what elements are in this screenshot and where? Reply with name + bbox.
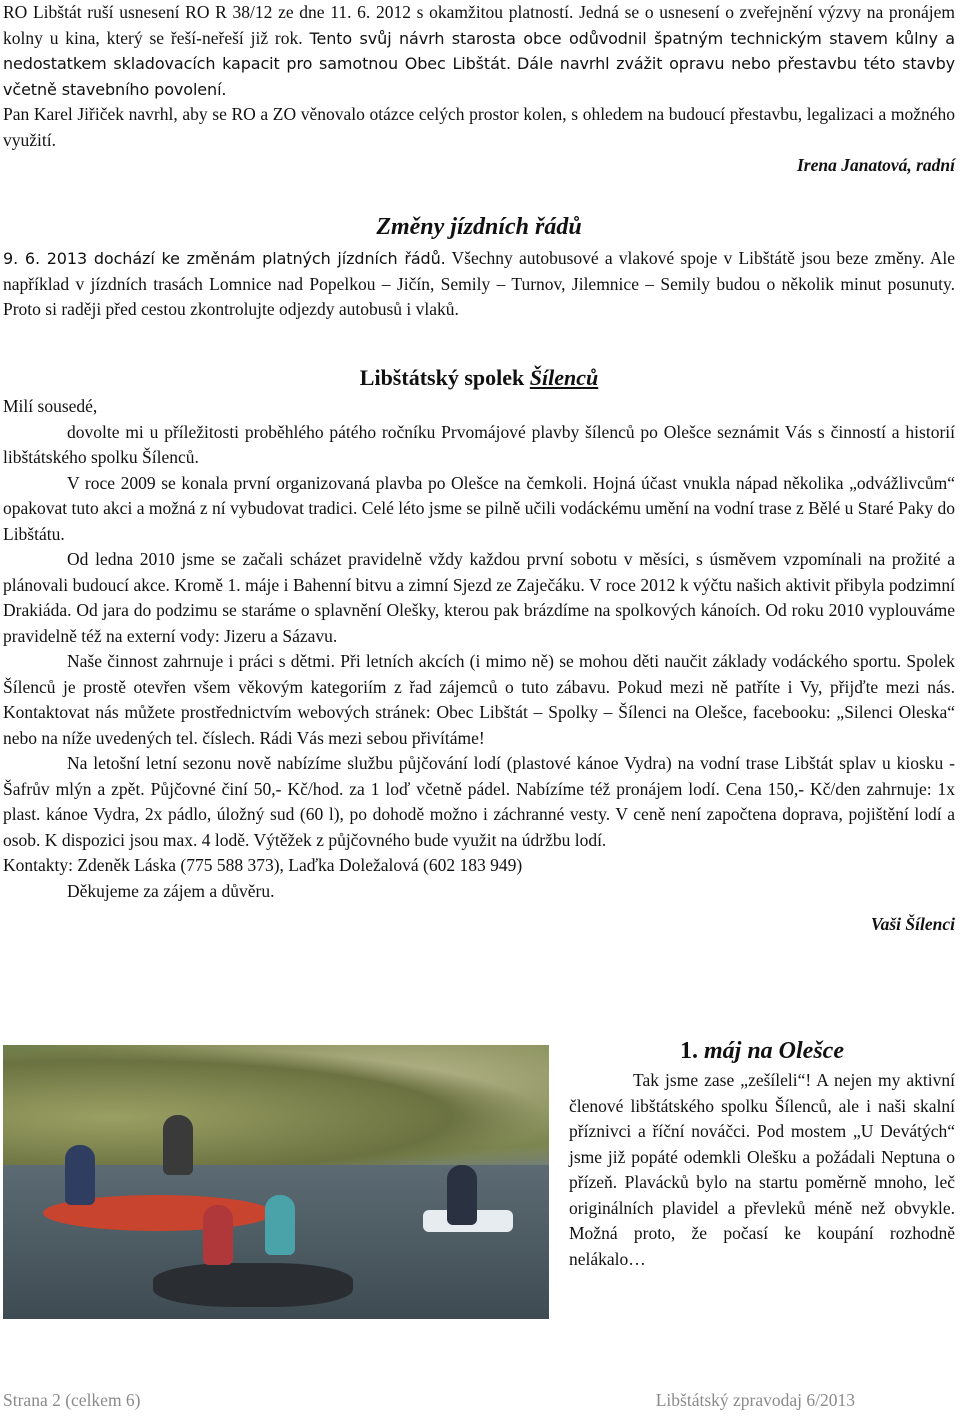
club-paragraph-4: Naše činnost zahrnuje i práci s dětmi. Při letních akcích (i mimo ně) se mohou děti naučit základy vodáckého sportu. Spolek Šílenců je prostě otevřen všem věkovým kategoriím z řad zájemců o tuto zábavu. Pokud mezi ně patříte i Vy, přijďte mezi nás. Kontaktovat nás můžete prostřednictvím webových stránek: Obec Libštát – Spolky – Šílenci na Olešce, facebooku: „Silenci Oleska“ nebo na níže uvedených tel. číslech. Rádi Vás mezi sebou přivítáme! <box>3 651 955 748</box>
canoe-photo <box>3 1045 549 1319</box>
photo-person <box>163 1115 193 1175</box>
section-council <box>3 0 955 179</box>
council-text-3: Dále navrhl zvážit opravu nebo přestavbu této stavby včetně stavebního povolení. <box>3 54 955 99</box>
section-may-day <box>569 1036 955 1272</box>
club-paragraph-5: Na letošní letní sezonu nově nabízíme službu půjčování lodí (plastové kánoe Vydra) na vodní trase Libštát splav u kiosku - Šafrův mlýn a zpět. Půjčovné činí 50,- Kč/hod. za 1 loď včetně pádel. Nabízíme též pronájem lodí. Cena 150,- Kč/den zahrnuje: 1x plast. kánoe Vydra, 2x pádlo, úložný sud (60 l), po dohodě možno i záchranné vesty. V ceně není započtena doprava, pojištění lodí a osob. K dispozici jsou max. 4 lodě. Výtěžek z půjčovného bude využit na údržbu lodí. <box>3 753 955 850</box>
photo-person <box>203 1205 233 1265</box>
footer-publication: Libštátský zpravodaj 6/2013 <box>655 1390 855 1410</box>
may-day-title <box>569 1036 955 1066</box>
section-club <box>3 364 955 938</box>
council-paragraph-2: Pan Karel Jiřiček navrhl, aby se RO a ZO věnovalo otázce celých prostor kolen, s ohledem na budoucí přestavbu, legalizaci a možného využití. <box>3 104 955 150</box>
timetable-title: Změny jízdních řádů <box>376 214 582 240</box>
club-title <box>3 364 955 392</box>
photo-person <box>65 1145 95 1205</box>
club-thanks: Děkujeme za zájem a důvěru. <box>67 880 275 901</box>
footer-page-number: Strana 2 (celkem 6) <box>3 1390 141 1410</box>
club-title-part2: spolek <box>464 365 525 390</box>
club-contacts: Kontakty: Zdeněk Láska (775 588 373), Laďka Doležalová (602 183 949) <box>3 855 523 875</box>
photo-person <box>447 1165 477 1225</box>
club-title-part1: Libštátský <box>359 365 459 390</box>
timetable-text-2: Všechny autobusové a vlakové spoje v Libštátě jsou beze změny. Ale například v jízdních trasách Lomnice nad Popelkou – Jičín, Semily – Turnov, Jilemnice – Semily budou o několik minut posunuty. Proto si raději před cestou zkontrolujte odjezdy autobusů i vlaků. <box>3 248 955 319</box>
council-signature: Irena Janatová, radní <box>796 155 955 175</box>
council-text-1: RO Libštát ruší usnesení RO R 38/12 ze dne 11. 6. 2012 s okamžitou platností. Jedná se o usnesení o zveřejnění výzvy na pronájem kolny u kina, který se řeší-neřeší již rok. <box>3 2 955 48</box>
photo-person <box>265 1195 295 1255</box>
may-day-text: Tak jsme zase „zešíleli“! A nejen my aktivní členové libštátského spolku Šílenců, ale i naši skalní příznivci a říční nováčci. Pod mostem „U Devátých“ jsme již popáté odemkli Olešku a požádali Neptuna o přízeň. Plavácků bylo na startu poměrně mnoho, leč originálních plavidel a převleků méně než obvykle. Možná proto, že počasí ke koupání rozhodně nelákalo… <box>569 1070 955 1269</box>
council-text-2: Tento svůj návrh starosta obce odůvodnil špatným technickým stavem kůlny a nedostatkem skladovacích kapacit pro samotnou Obec Libštát. <box>3 28 956 73</box>
photo-raft <box>153 1263 353 1307</box>
section-timetable <box>3 200 955 323</box>
club-title-part3: Šílenců <box>529 365 599 390</box>
may-day-title-text: máj na Olešce <box>704 1038 844 1064</box>
timetable-paragraph <box>3 246 955 323</box>
club-paragraph-3: Od ledna 2010 jsme se začali scházet pravidelně vždy každou první sobotu v měsíci, s úsměvem vzpomínali na prožité a plánovali budoucí akce. Kromě 1. máje i Bahenní bitvu a zimní Sjezd ze Zaječáku. V roce 2012 k výčtu našich aktivit přibyla podzimní Drakiáda. Od jara do podzimu se staráme o splavnění Olešky, kterou pak brázdíme na spolkových kánoích. Od roku 2010 vyplouváme pravidelně též na externí vody: Jizeru a Sázavu. <box>3 549 955 646</box>
club-paragraph-1: dovolte mi u příležitosti proběhlého pátého ročníku Prvomájové plavby šílenců po Olešce seznámit Vás s činností a historií libštátského spolku Šílenců. <box>3 421 955 467</box>
council-paragraph <box>3 0 955 102</box>
timetable-text-1: 9. 6. 2013 dochází ke změnám platných jízdních řádů. <box>3 249 446 268</box>
may-day-title-number: 1. <box>680 1038 698 1064</box>
club-salutation: Milí sousedé, <box>3 396 98 416</box>
club-paragraph-2: V roce 2009 se konala první organizovaná plavba po Olešce na čemkoli. Hojná účast vnukla nápad několika „odvážlivcům“ opakovat tuto akci a možná z ní vybudovat tradici. Celé léto jsme se pilně učili vodáckému umění na vodní trase z Bělé u Staré Paky do Libštátu. <box>3 472 955 544</box>
club-signature: Vaši Šílenci <box>870 914 955 934</box>
